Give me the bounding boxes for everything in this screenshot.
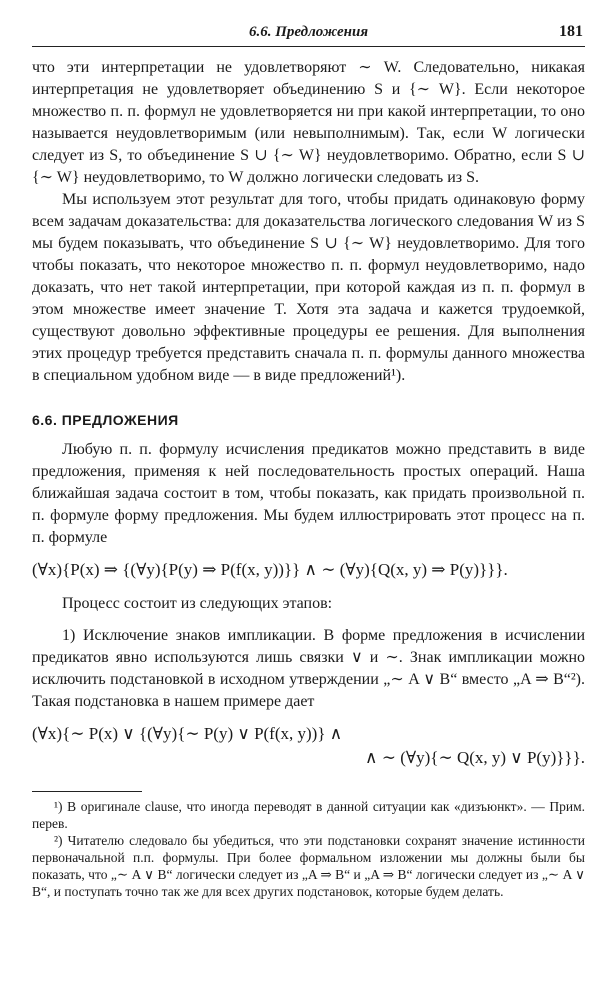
- footnote-2: ²) Читателю следовало бы убедиться, что эти подстановки сохранят значение истинности первоначальной п.п. формулы. При более формальном изложении мы должны были бы показать, что „∼ A ∨ B“ логически следует из „A ⇒ B“ и „A ⇒ B“ логически следует из „∼ A ∨ B“, и поступать точно так же для всех других подстановок, которые будем делать.: [32, 833, 585, 899]
- formula-step1-line1: (∀x){∼ P(x) ∨ {(∀y){∼ P(y) ∨ P(f(x, y))} ∧: [32, 724, 343, 743]
- formula-original: (∀x){P(x) ⇒ {(∀y){P(y) ⇒ P(f(x, y))}} ∧ ∼ (∀y){Q(x, y) ⇒ P(y)}}}.: [32, 560, 508, 579]
- paragraph-step-1: 1) Исключение знаков импликации. В форме предложения в исчислении предикатов явно используются лишь связки ∨ и ∼. Знак импликации можно исключить подстановкой в исходном утверждении „∼ A ∨ B“ вместо „A ⇒ B“²). Такая подстановка в нашем примере дает: [32, 627, 585, 710]
- page: [32, 22, 585, 900]
- page-body: [32, 57, 585, 900]
- paragraph-continuation: что эти интерпретации не удовлетворяют ∼ W. Следовательно, никакая интерпретация не удовлетворяет объединению S и {∼ W}. Если некоторое множество п. п. формул не удовлетворяется ни при какой интерпретации, то оно называется неудовлетворимым (или невыполнимым). Так, если W логически следует из S, то объединение S ∪ {∼ W} неудовлетворимо. Обратно, если S ∪ {∼ W} неудовлетворимо, то W должно логически следовать из S.: [32, 59, 585, 186]
- footnote-1: ¹) В оригинале clause, что иногда переводят в данной ситуации как «дизъюнкт». — Прим. перев.: [32, 799, 585, 831]
- running-title: 6.6. Предложения: [248, 24, 369, 40]
- paragraph-clause-intro: Любую п. п. формулу исчисления предикатов можно представить в виде предложения, применяя к ней последовательность простых операций. Наша ближайшая задача состоит в том, чтобы показать, как придать произвольной п. п. формуле форму предложения. Мы будем иллюстрировать этот процесс на п. п. формуле: [32, 441, 585, 546]
- paragraph-process-steps: Процесс состоит из следующих этапов:: [62, 595, 333, 612]
- footnotes: [32, 798, 585, 900]
- page-number: 181: [559, 23, 583, 40]
- page-header: [32, 22, 585, 47]
- footnote-divider: [32, 791, 142, 792]
- section-heading: 6.6. ПРЕДЛОЖЕНИЯ: [32, 412, 179, 428]
- paragraph-proof-method: Мы используем этот результат для того, чтобы придать одинаковую форму всем задачам доказательства: для доказательства логического следования W из S мы будем показывать, что объединение S ∪ {∼ W} неудовлетворимо. Для того чтобы показать, что некоторое множество п. п. формул неудовлетворимо, надо доказать, что нет такой интерпретации, при которой каждая из п. п. формул в этом множестве имеет значение T. Хотя эта задача и кажется трудоемкой, существуют довольно эффективные процедуры ее решения. Для выполнения этих процедур требуется представить сначала п. п. формулы данного множества в специальном удобном виде — в виде предложений¹).: [32, 191, 585, 384]
- formula-step1-line2: ∧ ∼ (∀y){∼ Q(x, y) ∨ P(y)}}}.: [365, 748, 585, 767]
